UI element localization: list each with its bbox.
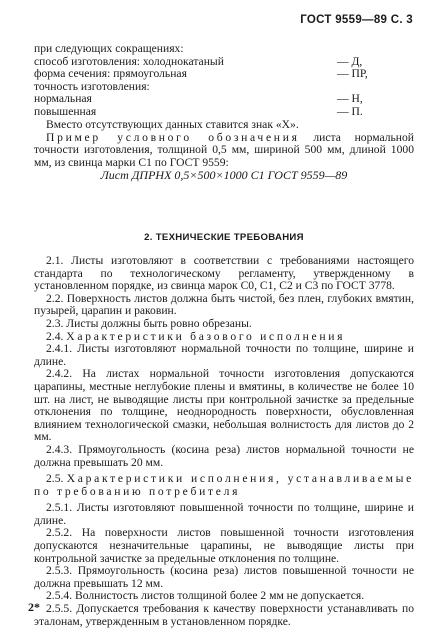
para-2-5-2: 2.5.2. На поверхности листов повышенной точности изготовления допускаются незначительные царапины, не выводящие листы при контрольной зачистке за предельные отклонения по толщине. [34, 526, 414, 565]
intro-text [34, 119, 414, 182]
para-2-5-1: 2.5.1. Листы изготовляют повышенной точности по толщине, ширине и длине. [34, 501, 414, 527]
abbr-accuracy-title: точность изготовления: [34, 79, 150, 93]
abbr-intro: при следующих сокращениях: [34, 42, 184, 55]
abbr-shape: форма сечения: прямоугольная — ПР, [34, 67, 368, 81]
example-paragraph [34, 132, 414, 170]
para-2-5-3: 2.5.3. Прямоугольность (косина реза) листов повышенной точности не должна превышать 12 мм. [34, 564, 414, 590]
para-2-3: 2.3. Листы должны быть ровно обрезаны. [46, 316, 252, 330]
running-header: ГОСТ 9559—89 С. 3 [300, 14, 413, 26]
example-lead: Пример условного обозначения [46, 130, 300, 144]
para-2-5-4: 2.5.4. Волнистость листов толщиной более 2 мм не допускается. [46, 589, 365, 603]
para-2-4: 2.4. Характеристики базового исполнения [46, 329, 346, 343]
abbr-method-code: — Д, [337, 54, 363, 68]
para-2-4-1: 2.4.1. Листы изготовляют нормальной точности по толщине, ширине и длине. [34, 342, 414, 368]
missing-data-note: Вместо отсутствующих данных ставится знак «Х». [46, 118, 299, 131]
section-body [34, 255, 414, 628]
para-2-5-5: 2.5.5. Допускается требования к качеству поверхности устанавливать по эталонам, утвержденным в установленном порядке. [34, 602, 414, 628]
abbreviations-block [34, 43, 414, 119]
designation-formula: Лист ДПРНХ 0,5×500×1000 С1 ГОСТ 9559—89 [100, 168, 348, 183]
para-2-4-heading: Характеристики базового исполнения [66, 329, 346, 343]
para-2-1: 2.1. Листы изготовляют в соответствии с требованиями настоящего стандарта по технологическому регламенту, утвержденному в установленном порядке, из свинца марок С0, С1, С2 и С3 по ГОСТ 3778. [34, 254, 414, 293]
para-2-2: 2.2. Поверхность листов должна быть чистой, без плен, глубоких вмятин, пузырей, царапин и раковин. [34, 291, 414, 318]
page-mark: 2* [28, 600, 40, 614]
abbr-high-code: — П. [337, 104, 363, 118]
example-text: листа нормальной точности изготовления, толщиной 0,5 мм, шириной 500 мм, длиной 1000 мм, из свинца марки С1 по ГОСТ 9559: [34, 130, 414, 169]
para-2-5-heading: Характеристики исполнения, устанавливаемые по требованию потребителя [34, 472, 414, 498]
para-2-5: 2.5. Характеристики исполнения, устанавливаемые по требованию потребителя [34, 472, 414, 498]
abbr-normal: нормальная — Н, [34, 92, 363, 106]
para-2-4-2: 2.4.2. На листах нормальной точности изготовления допускаются царапины, местные неглубокие плены и вмятины, в количестве не более 10 шт. на лист, не выводящие листы при контрольной зачистке за предельные отклонения по толщине, неоднородность поверхности, обусловленная влиянием технологической смазки, небольшая волнистость для листов до 2 мм. [34, 367, 414, 444]
abbr-shape-code: — ПР, [337, 67, 368, 81]
abbr-normal-code: — Н, [337, 92, 363, 106]
abbr-high: повышенная — П. [34, 104, 363, 118]
para-2-4-3: 2.4.3. Прямоугольность (косина реза) листов нормальной точности не должна превышать 20 мм. [34, 442, 414, 469]
section-title: 2. ТЕХНИЧЕСКИЕ ТРЕБОВАНИЯ [144, 232, 304, 243]
abbr-method: способ изготовления: холоднокатаный — Д, [34, 54, 363, 68]
